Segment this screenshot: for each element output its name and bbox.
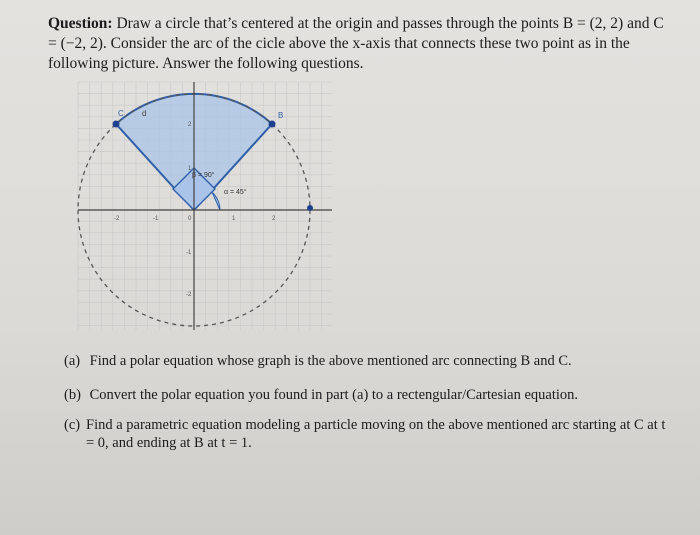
y-tick-label: -1 (186, 250, 192, 256)
y-tick-label: 2 (188, 122, 192, 128)
x-tick-label: -2 (114, 216, 120, 222)
part-b-text: Convert the polar equation you found in part (a) to a rectengular/Cartesian equation. (89, 387, 579, 403)
circle-diagram (76, 80, 334, 332)
arc-label: d (142, 109, 147, 118)
question-text (48, 14, 676, 74)
part-c-label: (c) (64, 417, 81, 433)
point-right-axis (307, 205, 313, 211)
circle-figure (76, 80, 334, 332)
part-b-label: (b) (64, 387, 81, 403)
point-c-label: C (118, 109, 124, 118)
x-tick-label: 2 (272, 216, 276, 222)
x-tick-label: 0 (188, 216, 192, 222)
point-c (113, 121, 120, 128)
question-label: Question: (48, 15, 113, 32)
x-tick-label: -1 (153, 216, 159, 222)
point-b (269, 121, 276, 128)
beta-label: β = 90° (192, 172, 215, 179)
x-tick-label: 1 (232, 216, 236, 222)
part-b (64, 386, 684, 404)
alpha-angle-arc (212, 192, 220, 210)
part-a-text: Find a polar equation whose graph is the above mentioned arc connecting B and C. (89, 353, 572, 369)
y-tick-label: 1 (188, 166, 192, 172)
part-c-text: Find a parametric equation modeling a particle moving on the above mentioned arc starting at C at t = 0, and ending at B at t = 1. (86, 417, 666, 451)
y-tick-label: -2 (186, 292, 192, 298)
point-b-label: B (278, 111, 284, 120)
alpha-label: α = 45° (224, 189, 247, 196)
question-body: Draw a circle that’s centered at the origin and passes through the points B = (2, 2) and C = (−2, 2). Consider the arc of the cicle above the x-axis that connects these two point as in the following picture. Answer the following questions. (48, 15, 664, 72)
part-a-label: (a) (64, 353, 81, 369)
part-c (64, 416, 684, 452)
part-a (64, 352, 684, 370)
